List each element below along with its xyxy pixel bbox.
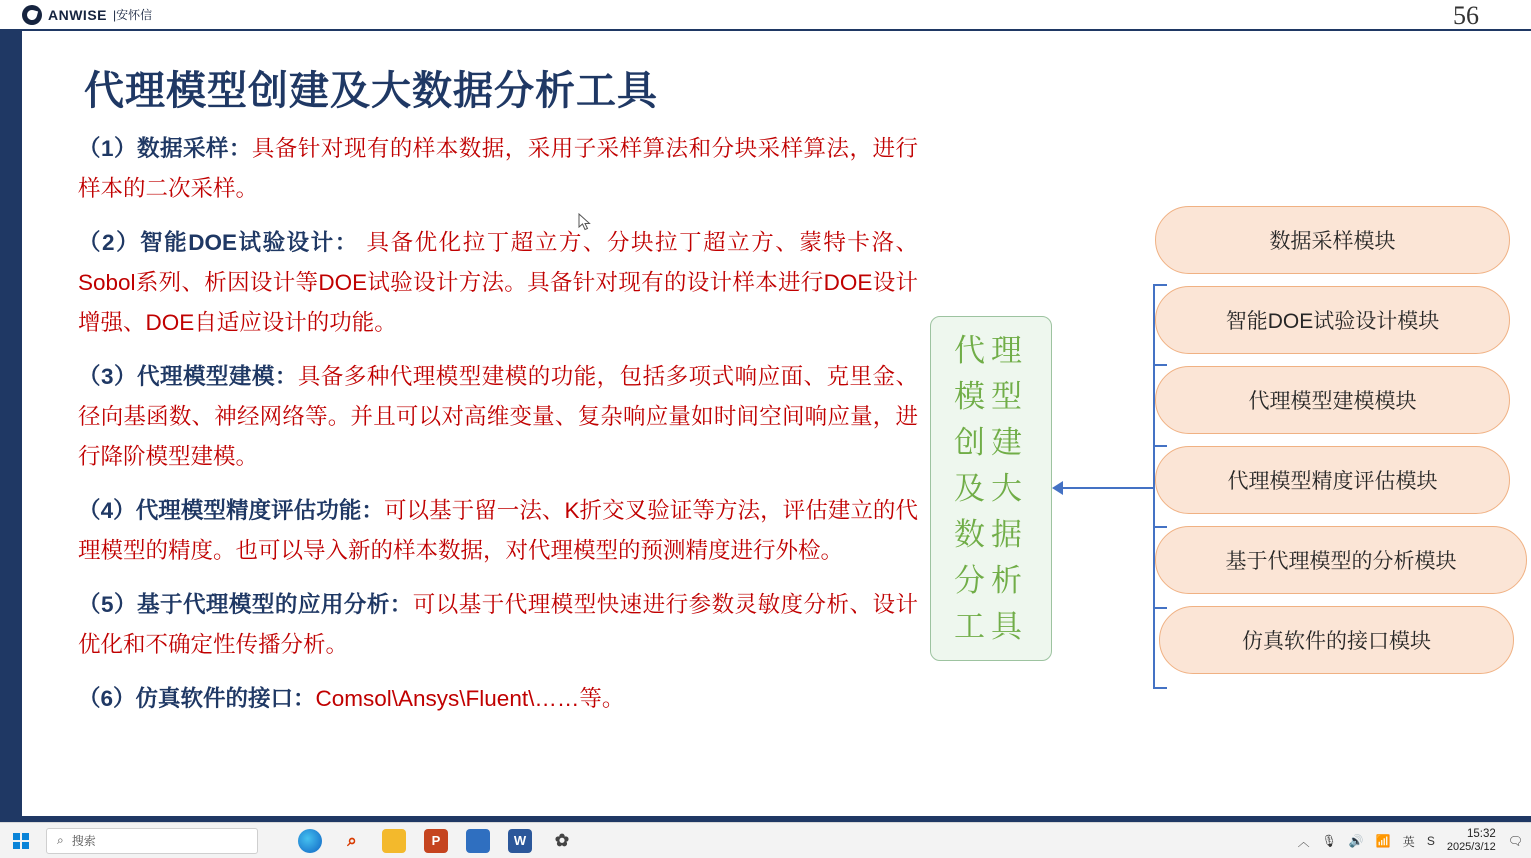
- sogou-icon[interactable]: S: [1426, 834, 1435, 848]
- diagram-center-label: 代理模型创建及大数据分析工具: [954, 332, 1028, 644]
- gear-icon[interactable]: ✿: [554, 830, 570, 850]
- slide-canvas: [22, 31, 1531, 816]
- diagram-node: [1155, 526, 1527, 594]
- paragraph-5-lead: （5）基于代理模型的应用分析：: [78, 592, 413, 617]
- volume-icon[interactable]: 🔊: [1348, 834, 1364, 848]
- paragraph-2: [78, 223, 918, 343]
- module-diagram: [902, 206, 1522, 736]
- diagram-node: [1155, 446, 1510, 514]
- diagram-node: [1155, 286, 1510, 354]
- diagram-node-label: 智能DOE试验设计模块: [1225, 310, 1440, 333]
- brand-name: ANWISE: [48, 6, 107, 23]
- file-explorer-icon[interactable]: [382, 829, 406, 853]
- taskbar: [0, 822, 1531, 858]
- clock[interactable]: [1447, 828, 1496, 854]
- chart-app-icon[interactable]: [466, 829, 490, 853]
- paragraph-3-lead: （3）代理模型建模：: [78, 364, 298, 389]
- search-placeholder: 搜索: [71, 834, 96, 848]
- diagram-connector-trunk: [1063, 487, 1155, 489]
- diagram-node: [1155, 366, 1510, 434]
- paragraph-3: [78, 357, 918, 477]
- paragraph-4: [78, 491, 918, 571]
- microphone-icon[interactable]: 🎙: [1321, 834, 1337, 848]
- diagram-node-label: 基于代理模型的分析模块: [1225, 550, 1457, 573]
- diagram-node-label: 代理模型精度评估模块: [1227, 470, 1438, 493]
- left-accent-rail: [0, 31, 22, 822]
- search-icon: ⌕: [57, 833, 64, 847]
- paragraph-3-text: 具备多种代理模型建模的功能，包括多项式响应面、克里金、径向基函数、神经网络等。并且可以对高维变量、复杂响应量如时间空间响应量，进行降阶模型建模。: [78, 364, 918, 469]
- diagram-node: [1155, 206, 1510, 274]
- diagram-node-label: 数据采样模块: [1269, 230, 1396, 253]
- paragraph-2-text: 具备优化拉丁超立方、分块拉丁超立方、蒙特卡洛、Sobol系列、析因设计等DOE试验设计方法。具备针对现有的设计样本进行DOE设计增强、DOE自适应设计的功能。: [78, 230, 918, 335]
- windows-logo-icon: [13, 833, 29, 849]
- paragraph-2-lead: （2）智能DOE试验设计：: [78, 230, 359, 255]
- paragraph-6-text: Comsol\Ansys\Fluent\……等。: [315, 686, 625, 711]
- brand-name-cn: |安怀信: [113, 8, 153, 22]
- paragraph-6: [78, 679, 918, 719]
- start-button[interactable]: [0, 823, 42, 858]
- paragraph-4-text: 可以基于留一法、K折交叉验证等方法，评估建立的代理模型的精度。也可以导入新的样本数据，对代理模型的预测精度进行外检。: [78, 498, 918, 563]
- page-title: 代理模型创建及大数据分析工具: [84, 69, 658, 113]
- paragraph-6-lead: （6）仿真软件的接口：: [78, 686, 316, 711]
- system-tray: [1298, 823, 1523, 858]
- diagram-node-label: 代理模型建模模块: [1248, 390, 1417, 413]
- diagram-arrow-icon: [1052, 481, 1063, 495]
- diagram-branch-6: [1153, 687, 1167, 689]
- app-header: [0, 0, 1531, 31]
- powerpoint-icon[interactable]: P: [424, 829, 448, 853]
- diagram-center-node: [930, 316, 1052, 661]
- search-app-icon[interactable]: ⌕: [347, 830, 357, 850]
- clock-date: 2025/3/12: [1446, 841, 1496, 853]
- edge-icon[interactable]: [298, 829, 322, 853]
- paragraph-1-text: 具备针对现有的样本数据，采用子采样算法和分块采样算法，进行样本的二次采样。: [78, 136, 918, 201]
- page-number: 56: [1453, 1, 1479, 30]
- wifi-icon[interactable]: 📶: [1375, 834, 1391, 848]
- chevron-up-icon[interactable]: ︿: [1297, 834, 1310, 849]
- body-text-column: [78, 129, 918, 733]
- ime-indicator[interactable]: 英: [1402, 834, 1415, 849]
- paragraph-1-lead: （1）数据采样：: [78, 136, 252, 161]
- notifications-icon[interactable]: 🗨: [1507, 834, 1523, 848]
- word-icon[interactable]: W: [508, 829, 532, 853]
- diagram-node-label: 仿真软件的接口模块: [1242, 630, 1431, 653]
- taskbar-app-icons: [298, 829, 574, 853]
- paragraph-1: [78, 129, 918, 209]
- taskbar-search[interactable]: [46, 828, 258, 854]
- paragraph-4-lead: （4）代理模型精度评估功能：: [78, 498, 384, 523]
- brand-logo: [22, 5, 152, 25]
- paragraph-5: [78, 585, 918, 665]
- clock-time: 15:32: [1466, 828, 1496, 840]
- diagram-node: [1159, 606, 1514, 674]
- paragraph-5-text: 可以基于代理模型快速进行参数灵敏度分析、设计优化和不确定性传播分析。: [78, 592, 918, 657]
- diagram-node-list: [1155, 206, 1527, 686]
- anwise-logo-icon: [22, 5, 42, 25]
